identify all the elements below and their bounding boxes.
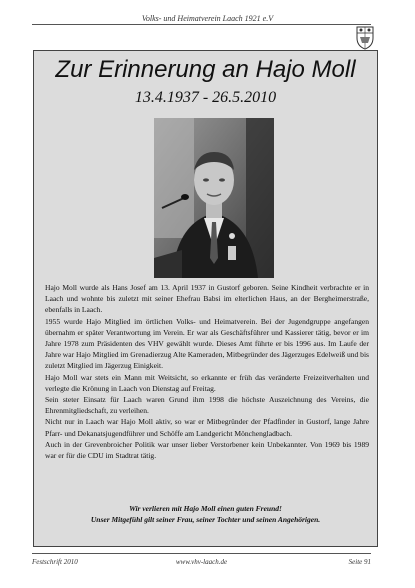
closing-line: Wir verlieren mit Hajo Moll einen guten Freund! [129, 504, 282, 513]
biography-paragraph: Hajo Moll wurde als Hans Josef am 13. April 1937 in Gustorf geboren. Seine Kindheit verbrachte er in Laach und wohnte bis zuletzt mit seiner Ehefrau Babsi im elterlichen Haus, an der Bergheimerstraße, ebenfalls in Laach. [45, 283, 369, 315]
closing-line: Unser Mitgefühl gilt seiner Frau, seiner Tochter und seinen Angehörigen. [90, 515, 321, 524]
memorial-frame [33, 50, 378, 547]
biography-paragraph: Nicht nur in Laach war Hajo Moll aktiv, so war er Mitbegründer der Pfadfinder in Gustorf, lange Jahre Pfarr- und Dekanatsjugendführer und Schöffe am Landgericht Mönchengladbach. [45, 417, 369, 438]
portrait-photo [154, 118, 274, 278]
footer-rule [32, 553, 371, 554]
memorial-title: Zur Erinnerung an Hajo Moll [55, 56, 356, 83]
footer-page-number: Seite 91 [348, 558, 371, 566]
biography-paragraph: Auch in der Grevenbroicher Politik war unser lieber Verstorbener kein Unbekannter. Von 1969 bis 1989 war er für die CDU im Stadtrat tätig. [45, 439, 369, 461]
biography-paragraph: 1955 wurde Hajo Mitglied im örtlichen Volks- und Heimatverein. Bei der Jugendgruppe angefangen übernahm er später Verantwortung im Verein. Er war als Geschäftsführer und Kassierer tätig, bevor er im Jahre 1978 zum Präsidenten des VHV gewählt wurde. Dieses Amt führte er bis 1996 aus. Im Laufe der Jahre war Hajo Mitglied im Grenadierzug Alte Kameraden, Mitbegründer des Jägerzuges Edelweiß und bis zuletzt Mitglied im Jägerzug Einigkeit. [45, 316, 369, 371]
biography-paragraph: Hajo Moll war stets ein Mann mit Weitsicht, so erkannte er früh das veränderte Freizeitverhalten und verlegte die Krönung in Laach von Dienstag auf Freitag. [45, 372, 369, 393]
footer-publication: Festschrift 2010 [32, 558, 78, 566]
memorial-dates: 13.4.1937 - 26.5.2010 [134, 89, 277, 106]
biography-paragraph: Sein steter Einsatz für Laach waren Grund ihm 1998 die höchste Auszeichnung des Vereins, die Ehrenmitgliedschaft, zu verleihen. [45, 395, 369, 416]
closing-statement [34, 503, 377, 525]
header-title: Volks- und Heimatverein Laach 1921 e.V [141, 14, 274, 23]
coat-of-arms-icon [355, 24, 375, 50]
header-rule [32, 24, 371, 25]
biography-text [45, 282, 369, 461]
footer-website: www.vhv-laach.de [175, 558, 228, 566]
